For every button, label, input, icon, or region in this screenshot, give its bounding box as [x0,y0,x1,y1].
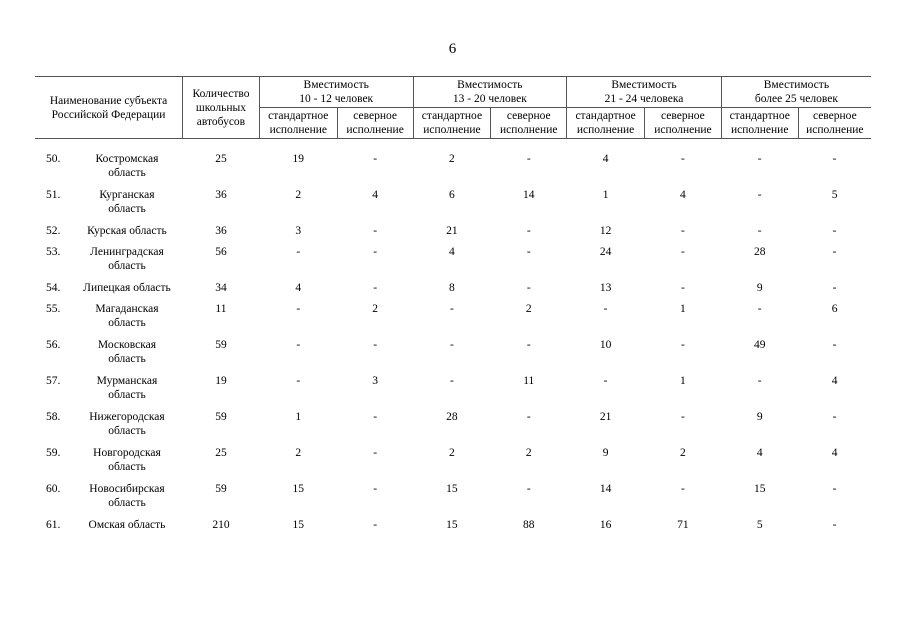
cell-value: - [450,375,454,387]
cell-value: 14 [599,483,612,495]
subject-name-header [35,77,183,139]
capacity-group-title: Вместимость [303,79,369,91]
cell-value: - [296,375,301,387]
cell-value: 9 [756,411,763,423]
row-number: 59. [46,447,61,459]
table-row [35,281,871,302]
bus-count: 59 [215,411,227,423]
cell-value: 15 [446,483,458,495]
capacity-group-title: Вместимость [457,79,523,91]
capacity-group-header [567,77,722,108]
cell-value: 2 [295,189,302,201]
row-number: 53. [46,246,61,258]
cell-value: 21 [446,225,458,237]
cell-value: 9 [602,447,609,459]
cell-value: - [373,153,378,165]
cell-value: 9 [756,282,763,294]
cell-value: - [832,246,837,258]
cell-value: 2 [372,303,378,315]
cell-value: 21 [599,411,612,423]
cell-value: 5 [756,519,763,531]
standard-version-label: стандартное [575,110,636,122]
cell-value: 4 [831,447,838,459]
cell-value: - [526,483,531,495]
cell-value: - [680,483,685,495]
cell-value: 2 [295,447,302,459]
cell-value: - [373,246,378,258]
cell-value: 6 [449,189,455,201]
cell-value: 2 [449,447,455,459]
table-row [35,224,871,245]
cell-value: 16 [599,519,612,531]
cell-value: - [526,339,531,351]
standard-version-header [567,108,645,139]
row-number: 51. [46,189,61,201]
cell-value: - [526,246,531,258]
northern-version-header [337,108,413,139]
cell-value: 88 [523,519,535,531]
cell-value: 71 [677,519,689,531]
bus-count-header [183,77,260,139]
table-row [35,410,871,446]
row-number: 56. [46,339,61,351]
cell-value: 15 [292,519,305,531]
cell-value: - [373,282,378,294]
bus-count: 36 [215,225,227,237]
subject-name: Курганская область [99,189,155,215]
row-number: 57. [46,375,61,387]
cell-value: - [526,282,531,294]
row-number: 60. [46,483,61,495]
cell-value: - [680,246,685,258]
cell-value: - [526,225,531,237]
capacity-group-title: Вместимость [763,79,830,91]
cell-value: - [450,303,454,315]
table-body [35,139,871,540]
cell-value: - [832,339,837,351]
cell-value: 2 [449,153,455,165]
cell-value: 14 [523,189,535,201]
capacity-group-range: 13 - 20 человек [452,93,527,105]
cell-value: 15 [292,483,305,495]
cell-value: - [680,411,685,423]
bus-count: 25 [215,153,227,165]
subject-name-header-line: Наименование субъекта [49,94,168,107]
school-buses-table [35,76,871,539]
cell-value: 4 [295,282,302,294]
northern-version-header [798,108,871,139]
cell-value: - [373,225,378,237]
table-row [35,338,871,374]
standard-version-label: стандартное [729,110,790,122]
cell-value: - [526,153,531,165]
cell-value: 6 [831,303,838,315]
bus-count: 36 [215,189,227,201]
cell-value: 2 [525,303,532,315]
cell-value: - [373,519,378,531]
cell-value: - [757,375,762,387]
cell-value: - [832,225,837,237]
cell-value: 15 [753,483,766,495]
cell-value: - [603,375,608,387]
northern-version-label: исполнение [346,124,404,136]
row-number: 54. [46,282,61,294]
cell-value: 4 [831,375,838,387]
cell-value: - [757,153,762,165]
bus-count-header-line: Количество [192,87,250,100]
bus-count: 59 [215,339,227,351]
cell-value: 15 [446,519,458,531]
cell-value: - [757,303,762,315]
cell-value: - [373,339,378,351]
table-row [35,482,871,518]
cell-value: - [680,339,685,351]
bus-count-header-line: автобусов [196,115,246,128]
table-row [35,446,871,482]
table-row [35,374,871,410]
bus-count: 59 [215,483,227,495]
table-row [35,518,871,539]
cell-value: - [373,447,378,459]
standard-version-label: исполнение [731,124,789,136]
cell-value: 1 [602,189,609,201]
subject-name: Липецкая область [83,282,171,294]
cell-value: - [832,282,837,294]
standard-version-header [259,108,337,139]
table-row [35,245,871,281]
cell-value: - [832,483,837,495]
subject-name: Новгородская область [93,447,161,473]
bus-count: 56 [215,246,227,258]
standard-version-label: стандартное [421,110,483,122]
row-number: 50. [46,153,61,165]
subject-name: Костромская область [95,153,159,179]
standard-version-label: исполнение [269,124,327,136]
cell-value: - [373,483,378,495]
cell-value: 11 [523,375,535,387]
row-number: 58. [46,411,61,423]
cell-value: - [680,153,685,165]
row-number: 52. [46,225,61,237]
cell-value: 19 [292,153,305,165]
cell-value: 3 [295,225,302,237]
northern-version-label: северное [661,110,705,122]
subject-name-header-line: Российской Федерации [51,108,166,121]
capacity-group-range: 10 - 12 человек [299,93,374,105]
northern-version-header [644,108,721,139]
standard-version-label: исполнение [576,124,635,136]
subject-name: Нижегородская область [89,411,165,437]
cell-value: 13 [599,282,612,294]
standard-version-label: исполнение [423,124,481,136]
subject-name: Магаданская область [95,303,159,329]
cell-value: 2 [525,447,532,459]
bus-count: 11 [215,303,227,315]
cell-value: 28 [446,411,458,423]
capacity-group-header [259,77,413,108]
table-header [35,77,871,139]
cell-value: 4 [449,246,455,258]
cell-value: - [832,153,837,165]
cell-value: 10 [599,339,612,351]
cell-value: 12 [599,225,612,237]
northern-version-label: северное [812,110,857,122]
standard-version-label: стандартное [268,110,329,122]
cell-value: 4 [756,447,763,459]
cell-value: - [832,519,837,531]
table-row [35,302,871,338]
northern-version-header [491,108,567,139]
standard-version-header [413,108,491,139]
cell-value: 1 [295,411,302,423]
cell-value: 28 [753,246,766,258]
bus-count: 25 [215,447,227,459]
cell-value: 1 [680,303,686,315]
bus-count-header-line: школьных [195,101,246,114]
cell-value: - [680,282,685,294]
northern-version-label: северное [353,110,397,122]
cell-value: 8 [449,282,455,294]
subject-name: Ленинградская область [90,246,164,272]
northern-version-label: исполнение [654,124,712,136]
cell-value: 5 [831,189,838,201]
northern-version-label: исполнение [500,124,558,136]
subject-name: Московская область [97,339,157,365]
capacity-group-title: Вместимость [611,79,677,91]
bus-count: 19 [215,375,227,387]
capacity-group-header [413,77,567,108]
row-number: 55. [46,303,61,315]
cell-value: - [603,303,608,315]
cell-value: 4 [602,153,609,165]
row-number: 61. [46,519,61,531]
cell-value: - [450,339,454,351]
cell-value: - [296,339,301,351]
northern-version-label: исполнение [806,124,864,136]
bus-count: 210 [212,519,230,531]
northern-version-label: северное [506,110,551,122]
table-row [35,152,871,188]
cell-value: - [526,411,531,423]
subject-name: Мурманская область [96,375,158,401]
cell-value: 3 [372,375,378,387]
cell-value: - [373,411,378,423]
cell-value: 24 [599,246,612,258]
capacity-group-range: более 25 человек [754,93,838,105]
page-number: 6 [448,41,457,57]
standard-version-header [721,108,798,139]
cell-value: 1 [680,375,686,387]
table-row [35,188,871,224]
subject-name: Курская область [87,225,167,237]
cell-value: - [680,225,685,237]
cell-value: - [296,303,301,315]
cell-value: 4 [372,189,378,201]
subject-name: Новосибирская область [89,483,165,509]
capacity-group-header [721,77,871,108]
bus-count: 34 [215,282,227,294]
capacity-group-range: 21 - 24 человека [604,93,684,105]
cell-value: - [757,189,762,201]
cell-value: - [832,411,837,423]
cell-value: 4 [680,189,686,201]
cell-value: - [757,225,762,237]
cell-value: 49 [753,339,766,351]
cell-value: - [296,246,301,258]
cell-value: 2 [680,447,686,459]
subject-name: Омская область [88,519,166,531]
